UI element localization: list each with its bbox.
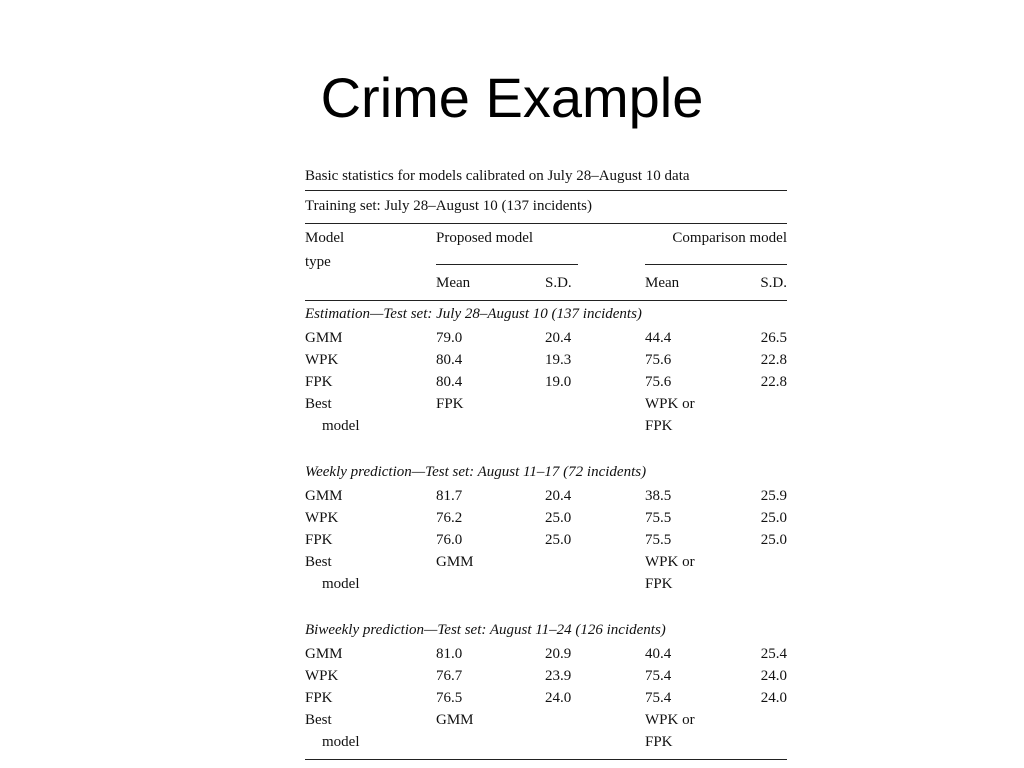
best-comparison-cell-cont: FPK	[645, 418, 673, 434]
comparison-sd-cell: 22.8	[760, 352, 787, 368]
best-comparison-cell: WPK or	[645, 396, 695, 412]
comparison-sd-cell: 24.0	[760, 690, 787, 706]
comparison-mean-cell: 44.4	[645, 330, 672, 346]
proposed-mean-cell: 80.4	[436, 374, 463, 390]
best-model-row-cont	[305, 731, 787, 753]
table-row	[305, 349, 787, 371]
proposed-sd-cell: 23.9	[545, 668, 572, 684]
table-caption: Basic statistics for models calibrated on July 28–August 10 data	[305, 163, 787, 191]
best-label-cont: model	[322, 734, 360, 750]
table-row	[305, 687, 787, 709]
comparison-mean-cell: 75.4	[645, 690, 672, 706]
table-row	[305, 643, 787, 665]
best-label-cont: model	[322, 576, 360, 592]
best-proposed-cell: FPK	[436, 396, 464, 412]
header-proposed-model: Proposed model	[436, 230, 534, 246]
model-cell: GMM	[305, 646, 343, 662]
proposed-mean-cell: 76.2	[436, 510, 463, 526]
best-comparison-cell: WPK or	[645, 712, 695, 728]
header-comparison-model: Comparison model	[672, 230, 787, 246]
best-model-row-cont	[305, 415, 787, 437]
header-proposed-sd: S.D.	[545, 275, 572, 291]
table-header	[305, 224, 787, 301]
best-model-row	[305, 393, 787, 415]
table-row	[305, 371, 787, 393]
comparison-sd-cell: 25.9	[760, 488, 787, 504]
header-proposed-mean: Mean	[436, 275, 471, 291]
model-cell: WPK	[305, 510, 339, 526]
proposed-sd-cell: 25.0	[545, 532, 572, 548]
model-cell: WPK	[305, 668, 339, 684]
best-label: Best	[305, 396, 332, 412]
model-cell: GMM	[305, 488, 343, 504]
best-proposed-cell: GMM	[436, 554, 474, 570]
table-row	[305, 665, 787, 687]
header-comparison-sd: S.D.	[760, 275, 787, 291]
proposed-sd-cell: 19.3	[545, 352, 572, 368]
best-model-row	[305, 551, 787, 573]
proposed-mean-cell: 76.0	[436, 532, 463, 548]
header-model-type-line1: Model	[305, 230, 345, 246]
comparison-mean-cell: 75.6	[645, 352, 672, 368]
section-title-weekly: Weekly prediction—Test set: August 11–17 (72 incidents)	[305, 464, 647, 480]
comparison-sd-cell: 26.5	[760, 330, 787, 346]
table-row	[305, 529, 787, 551]
proposed-mean-cell: 76.7	[436, 668, 463, 684]
section-gap	[305, 437, 787, 459]
comparison-mean-cell: 75.5	[645, 510, 672, 526]
statistics-table	[305, 163, 787, 760]
best-proposed-cell: GMM	[436, 712, 474, 728]
comparison-mean-cell: 75.5	[645, 532, 672, 548]
comparison-mean-cell: 40.4	[645, 646, 672, 662]
training-set-label: Training set: July 28–August 10 (137 incidents)	[305, 191, 787, 224]
best-comparison-cell: WPK or	[645, 554, 695, 570]
best-model-row-cont	[305, 573, 787, 595]
proposed-sd-cell: 24.0	[545, 690, 572, 706]
model-cell: FPK	[305, 374, 333, 390]
comparison-sd-cell: 22.8	[760, 374, 787, 390]
comparison-mean-cell: 75.4	[645, 668, 672, 684]
proposed-sd-cell: 20.4	[545, 330, 572, 346]
model-cell: GMM	[305, 330, 343, 346]
comparison-sd-cell: 25.0	[760, 532, 787, 548]
comparison-sd-cell: 24.0	[760, 668, 787, 684]
proposed-sd-cell: 25.0	[545, 510, 572, 526]
table-row	[305, 485, 787, 507]
comparison-model-rule	[645, 264, 787, 265]
slide-title: Crime Example	[320, 66, 704, 129]
proposed-sd-cell: 20.4	[545, 488, 572, 504]
best-comparison-cell-cont: FPK	[645, 576, 673, 592]
header-comparison-mean: Mean	[645, 275, 680, 291]
proposed-mean-cell: 81.7	[436, 488, 463, 504]
model-cell: WPK	[305, 352, 339, 368]
best-label: Best	[305, 554, 332, 570]
comparison-mean-cell: 75.6	[645, 374, 672, 390]
section-title-biweekly: Biweekly prediction—Test set: August 11–24 (126 incidents)	[305, 622, 666, 638]
section-gap	[305, 595, 787, 617]
table-row	[305, 327, 787, 349]
proposed-sd-cell: 20.9	[545, 646, 572, 662]
proposed-sd-cell: 19.0	[545, 374, 572, 390]
comparison-mean-cell: 38.5	[645, 488, 672, 504]
model-cell: FPK	[305, 532, 333, 548]
proposed-model-rule	[436, 264, 578, 265]
section-title-estimation: Estimation—Test set: July 28–August 10 (137 incidents)	[305, 306, 642, 322]
comparison-sd-cell: 25.4	[760, 646, 787, 662]
proposed-mean-cell: 80.4	[436, 352, 463, 368]
best-label: Best	[305, 712, 332, 728]
model-cell: FPK	[305, 690, 333, 706]
best-label-cont: model	[322, 418, 360, 434]
table-bottom-rule	[305, 753, 787, 760]
comparison-sd-cell: 25.0	[760, 510, 787, 526]
table-row	[305, 507, 787, 529]
proposed-mean-cell: 81.0	[436, 646, 463, 662]
proposed-mean-cell: 76.5	[436, 690, 463, 706]
best-model-row	[305, 709, 787, 731]
proposed-mean-cell: 79.0	[436, 330, 463, 346]
header-model-type-line2: type	[305, 254, 331, 270]
best-comparison-cell-cont: FPK	[645, 734, 673, 750]
